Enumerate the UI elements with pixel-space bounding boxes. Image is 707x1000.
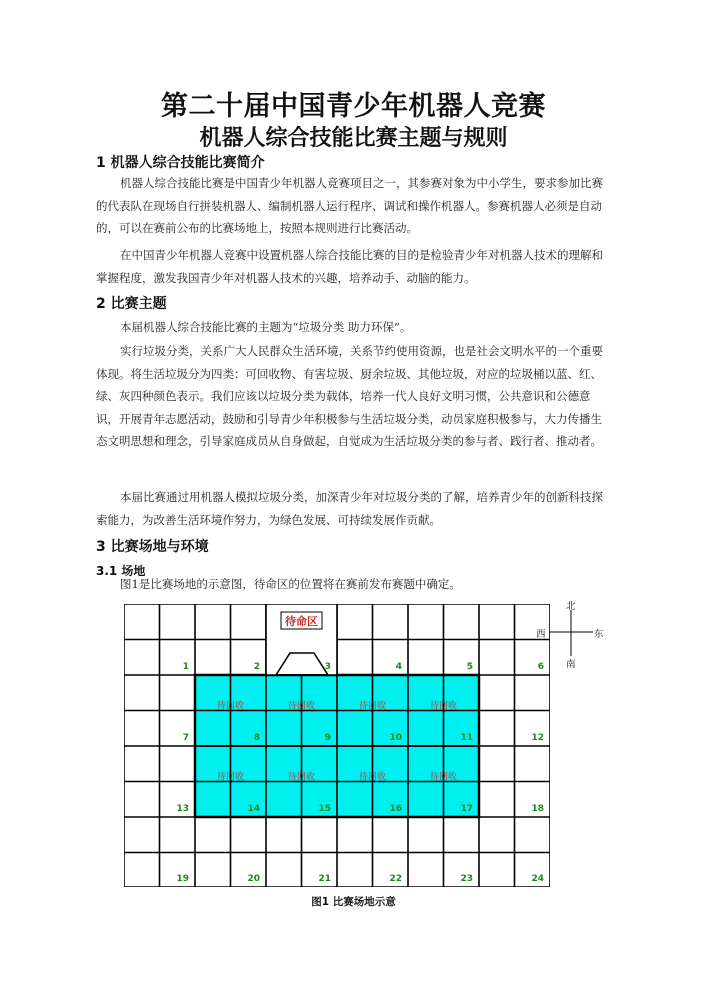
position-number: 9 [324,733,331,743]
section-1-heading: 1 机器人综合技能比赛简介 [96,155,265,171]
position-number: 14 [247,804,260,814]
bin-label: 待回收 [358,701,387,712]
position-number: 18 [531,804,544,814]
position-number: 2 [253,662,260,672]
section-3-heading: 3 比赛场地与环境 [96,539,209,555]
compass-east: 东 [594,629,604,640]
position-number: 8 [253,733,260,743]
position-number: 11 [460,733,473,743]
position-number: 24 [531,874,544,884]
position-number: 16 [389,804,402,814]
compass-south: 南 [566,659,576,670]
section-2-heading: 2 比赛主题 [96,296,167,312]
position-number: 5 [466,662,473,672]
section-1-paragraph-2: 在中国青少年机器人竞赛中设置机器人综合技能比赛的目的是检验青少年对机器人技术的理解和掌握程度，激发我国青少年对机器人技术的兴趣，培养动手、动脑的能力。 [96,248,603,285]
position-number: 23 [460,874,473,884]
standby-label: 待命区 [285,615,318,628]
document-title: 第二十届中国青少年机器人竞赛 [161,91,546,122]
bin-label: 待回收 [216,701,245,712]
section-3-1-text: 图1是比赛场地的示意图，待命区的位置将在赛前发布赛题中确定。 [120,577,461,591]
position-number: 13 [176,804,189,814]
position-number: 15 [318,804,331,814]
position-number: 1 [182,662,189,672]
section-2-paragraph-1: 本届机器人综合技能比赛的主题为“垃圾分类 助力环保”。 [120,320,412,334]
figure-caption: 图1 比赛场地示意 [311,896,396,908]
position-number: 12 [531,733,544,743]
section-2-paragraph-3: 本届比赛通过用机器人模拟垃圾分类，加深青少年对垃圾分类的了解，培养青少年的创新科技探索能力，为改善生活环境作努力，为绿色发展、可持续发展作贡献。 [96,490,603,527]
field-diagram [124,604,550,887]
bin-label: 待回收 [287,701,316,712]
section-3-1-heading: 3.1 场地 [96,564,146,578]
position-number: 22 [389,874,402,884]
bin-label: 待回收 [216,772,245,783]
position-number: 17 [460,804,473,814]
position-number: 19 [176,874,189,884]
position-number: 21 [318,874,331,884]
position-number: 7 [182,733,189,743]
position-number: 10 [389,733,402,743]
section-1-paragraph-1: 机器人综合技能比赛是中国青少年机器人竞赛项目之一，其参赛对象为中小学生，要求参加比赛的代表队在现场自行拼装机器人、编制机器人运行程序、调试和操作机器人。参赛机器人必须是自动的，可以在赛前公布的比赛场地上，按照本规则进行比赛活动。 [96,176,603,236]
position-number: 20 [247,874,260,884]
compass-west: 西 [536,629,546,640]
position-number: 3 [324,662,331,672]
position-number: 6 [537,662,544,672]
document-subtitle: 机器人综合技能比赛主题与规则 [199,126,508,151]
section-2-paragraph-2: 实行垃圾分类，关系广大人民群众生活环境，关系节约使用资源，也是社会文明水平的一个重要体现。将生活垃圾分为四类：可回收物、有害垃圾、厨余垃圾、其他垃圾，对应的垃圾桶以蓝、红、绿、灰四种颜色表示。我们应该以垃圾分类为载体，培养一代人良好文明习惯，公共意识和公德意识，开展青年志愿活动，鼓励和引导青少年积极参与生活垃圾分类，动员家庭积极参与，大力传播生态文明思想和理念，引导家庭成员从自身做起，自觉成为生活垃圾分类的参与者、践行者、推动者。 [96,344,603,449]
bin-label: 待回收 [287,772,316,783]
compass-north: 北 [566,601,576,612]
bin-label: 待回收 [429,772,458,783]
position-number: 4 [395,662,402,672]
field-diagram-svg [124,604,550,887]
bin-label: 待回收 [358,772,387,783]
bin-label: 待回收 [429,701,458,712]
